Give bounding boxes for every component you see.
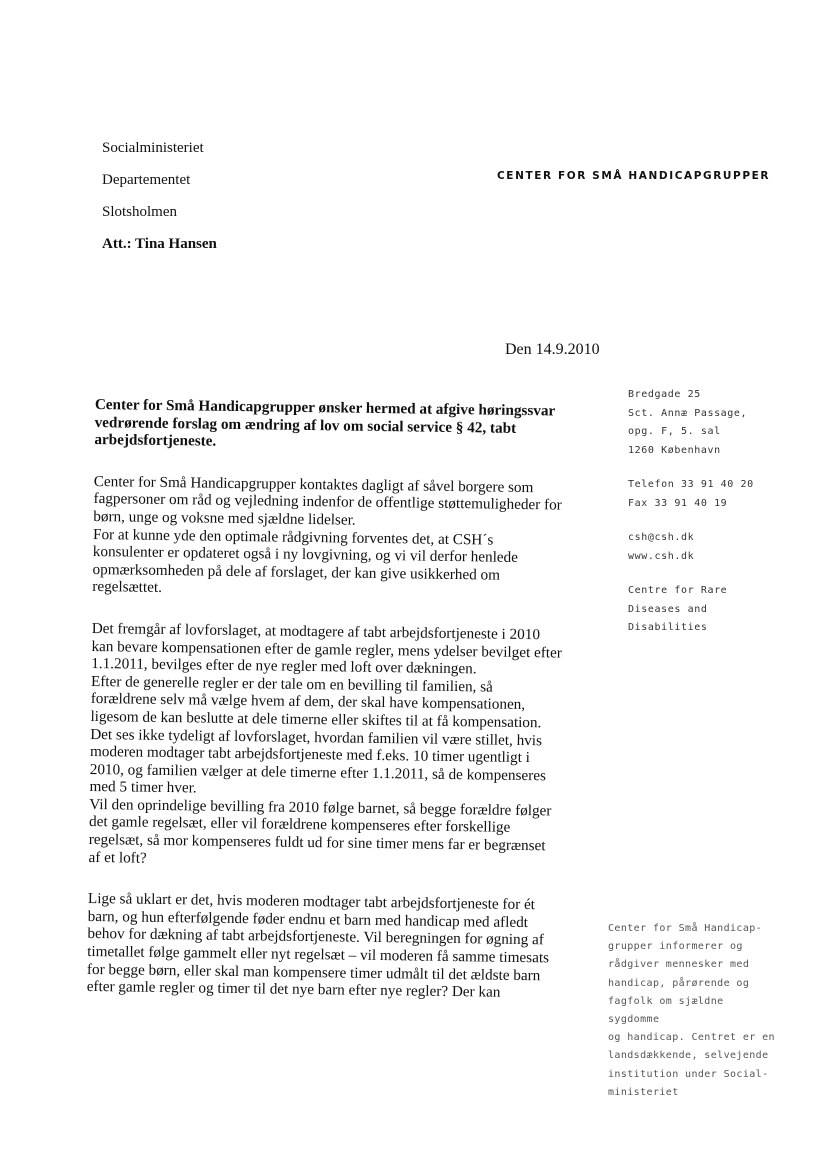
sidebar-about-line: sygdomme [608,1014,660,1026]
sidebar-about-line: ministeriet [608,1086,679,1098]
sidebar-building: Sct. Annæ Passage, [628,407,748,419]
recipient-block [102,138,217,266]
sidebar-english-name-2: Diseases and [628,603,708,615]
sidebar-entrance: opg. F, 5. sal [628,426,721,437]
sidebar-english-name-3: Disabilities [628,622,708,633]
letter-paragraph-2: Det fremgår af lovforslaget, at modtagere af tabt arbejdsfortjeneste i 2010 kan bevare kompensationen efter de gamle regler, mens ydelser bevilget efter 1.1.2011, bevilges efter de nye regler med loft over dækningen. Efter de generelle regler er der tale om en bevilling til familien, så forældrene selv må vælge hvem af dem, der skal have kompensationen, ligesom de kan beslutte at dele timerne eller skiftes til at få kompensation. Det ses ikke tydeligt af lovforslaget, hvordan familien vil være stillet, hvis moderen modtager tabt arbejdsfortjeneste med f.eks. 10 timer ugentligt i 2010, og familien vælger at dele timerne efter 1.1.2011, så de kompenseres med 5 timer hver. Vil den oprindelige bevilling fra 2010 følge barnet, så begge forældre følger det gamle regelsæt, eller vil forældrene kompenseres efter forskellige regelsæt, så mor kompenseres fuldt ud for sine timer mens far er begrænset af et loft? [88,619,563,867]
sidebar-about-line: landsdækkende, selvejende [608,1050,769,1062]
sidebar-about-line: institution under Social- [608,1068,769,1080]
sidebar-spacer [628,566,754,582]
sidebar-about-line: og handicap. Centret er en [608,1032,775,1044]
sidebar-website: www.csh.dk [628,550,695,562]
sidebar-city: 1260 København [628,444,721,456]
letter-paragraph-3: Lige så uklart er det, hvis moderen modtager tabt arbejdsfortjeneste for ét barn, og hun efterfølgende føder endnu et barn med handicap med afledt behov for dækning af tabt arbejdsfortjeneste. Vil beregningen for øgning af timetallet følge gammelt eller nyt regelsæt – vil moderen få samme timesats for begge børn, eller skal man kompensere timer udmålt til det ældste barn efter gamle regler og timer til det nye barn efter nye regler? Der kan [86,890,550,1001]
letter-date: Den 14.9.2010 [505,341,600,358]
recipient-line-address: Slotsholmen [102,204,178,220]
sidebar-about-block [608,920,783,1102]
sidebar-about-line: rådgiver mennesker med [608,959,750,971]
recipient-attention: Att.: Tina Hansen [102,236,217,252]
letter-subject: Center for Små Handicapgrupper ønsker hermed at afgive høringssvar vedrørende forslag om ændring af lov om social service § 42, tabt arbejdsfortjeneste. [94,396,556,450]
sidebar-fax: Fax 33 91 40 19 [628,497,728,509]
recipient-line-ministry: Socialministeriet [102,140,204,156]
sidebar-street: Bredgade 25 [628,389,701,400]
sidebar-about-line: handicap, pårørende og [608,977,750,989]
sidebar-phone: Telefon 33 91 40 20 [628,479,754,490]
sidebar-email: csh@csh.dk [628,532,695,543]
sidebar-english-name-1: Centre for Rare [628,585,728,596]
sidebar-about-line: grupper informerer og [608,941,743,953]
sidebar-about-line: fagfolk om sjældne [608,995,724,1007]
recipient-line-department: Departementet [102,172,191,188]
organization-header: CENTER FOR SMÅ HANDICAPGRUPPER [497,170,771,182]
letter-body [86,396,595,1027]
sidebar-contact-block [628,386,754,638]
sidebar-spacer [628,460,754,476]
sidebar-spacer [628,513,754,529]
letter-paragraph-1: Center for Små Handicapgrupper kontaktes dagligt af såvel borgere som fagpersoner om råd og vejledning indenfor de offentlige støttemuligheder for børn, unge og voksne med sjældne lidelser. For at kunne yde den optimale rådgivning forventes det, at CSH´s konsulenter er opdateret også i ny lovgivning, og vi vil derfor henlede opmærksomheden på dele af forslaget, der kan give usikkerhed om regelsættet. [92,472,562,597]
sidebar-about-line: Center for Små Handicap- [608,923,763,934]
